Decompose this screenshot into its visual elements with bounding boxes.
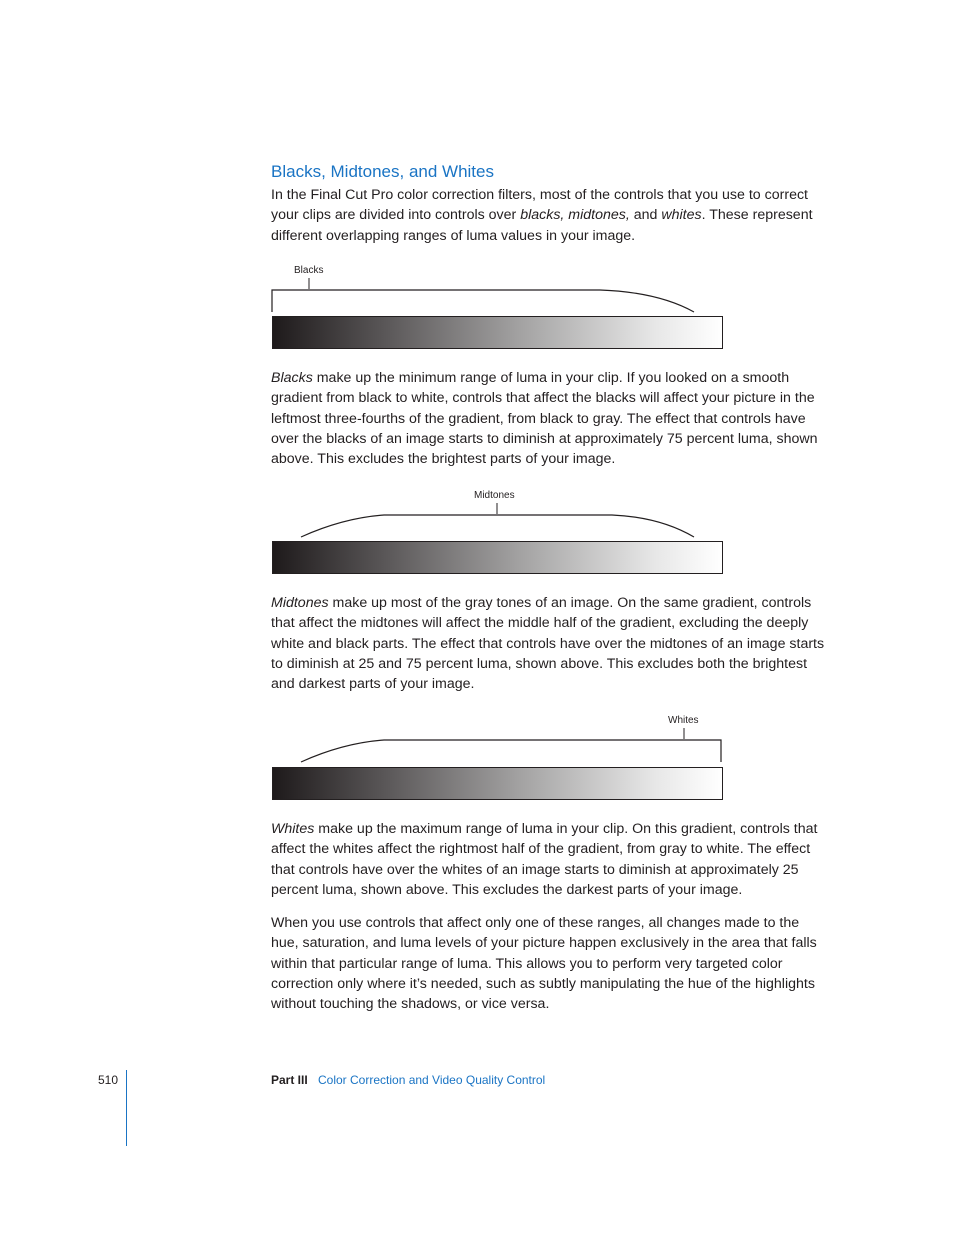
blacks-term: Blacks [271,370,313,386]
intro-emphasis-2: whites [661,207,702,224]
closing-paragraph: When you use controls that affect only one of these ranges, all changes made to the hue, saturation, and luma levels of your picture happen exclusively in the area that falls within that particular range of luma. This allows you to perform very targeted color correction only where it’s needed, such as subtly manipulating the hue of the highlights without touching the shadows, or vice versa. [271,915,817,1013]
footer-part-label: Part III [271,1073,308,1087]
intro-text-1: In the Final Cut Pro color correction filters, most of the controls that you use to correct your clips are divided into controls over [271,187,808,224]
midtones-gradient-bar [272,541,723,574]
blacks-text: make up the minimum range of luma in your clip. If you looked on a smooth gradient from black to white, controls that affect the blacks will affect your picture in the leftmost three-fourths of the gradient, from black to gray. The effect that controls have over the blacks of an image starts to diminish at approximately 75 percent luma, shown above. This excludes the brightest parts of your image. [271,370,818,468]
intro-paragraph [271,185,827,246]
blacks-figure [268,262,728,352]
whites-term: Whites [271,821,315,837]
whites-figure [268,712,728,804]
whites-figure-label: Whites [668,715,699,726]
whites-paragraph [271,819,827,900]
blacks-gradient-bar [272,316,723,349]
blacks-figure-label: Blacks [294,265,324,276]
midtones-text: make up most of the gray tones of an image. On the same gradient, controls that affect the midtones will affect the middle half of the gradient, excluding the deeply white and black parts. The effect that controls have over the midtones of an image starts to diminish at 25 and 75 percent luma, shown above. This excludes both the brightest and darkest parts of your image. [271,595,825,693]
blacks-paragraph [271,368,827,469]
intro-text-3: . These represent different overlapping ranges of luma values in your image. [271,207,813,244]
whites-gradient-bar [272,767,723,800]
intro-text-2: and [629,207,662,224]
midtones-figure [268,487,728,577]
whites-text: make up the maximum range of luma in your clip. On this gradient, controls that affect the whites affect the rightmost half of the gradient, from gray to white. The effect that controls have over the whites of an image starts to diminish at approximately 25 percent luma, shown above. This excludes the darkest parts of your image. [271,821,818,898]
midtones-paragraph [271,593,827,694]
section-heading: Blacks, Midtones, and Whites [271,162,494,181]
midtones-term: Midtones [271,595,329,611]
page-number: 510 [98,1073,119,1087]
footer-chapter-title: Color Correction and Video Quality Control [318,1073,546,1087]
intro-emphasis-1: blacks, midtones, [520,207,630,224]
midtones-figure-label: Midtones [474,490,515,501]
footer-divider [126,1070,127,1146]
